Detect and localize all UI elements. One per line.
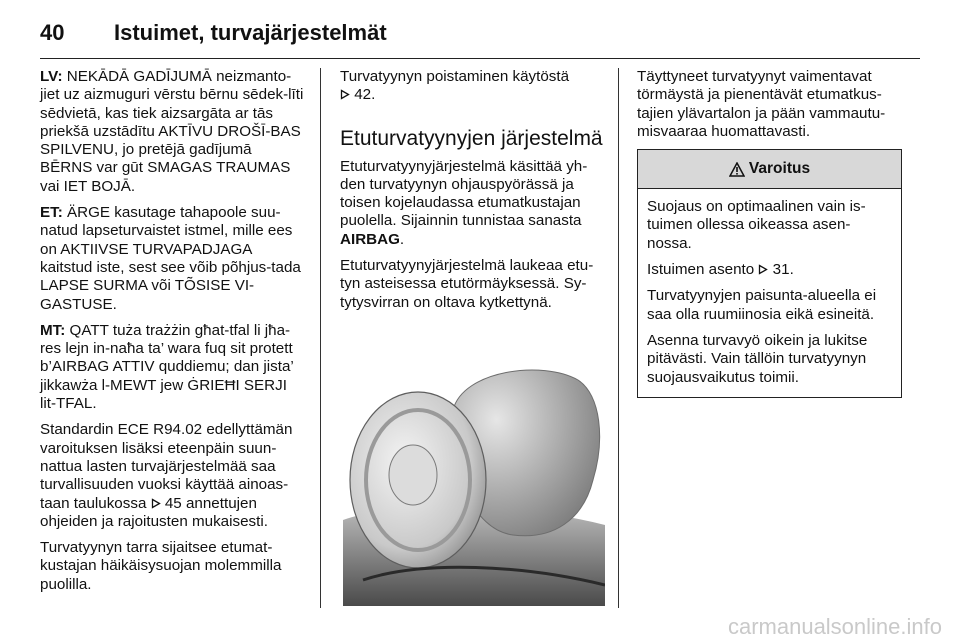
watermark: carmanualsonline.info <box>727 614 942 639</box>
paragraph-deactivation: Turvatyynyn poistaminen käytöstä 42. <box>340 68 570 104</box>
arrow-triangle-icon <box>340 89 350 100</box>
warning-box-header <box>638 150 901 189</box>
warning-box <box>637 149 902 398</box>
page-reference-link[interactable]: 31. <box>772 261 794 279</box>
lang-label-lv: LV: <box>40 68 63 85</box>
page-number: 40 <box>40 20 65 45</box>
arrow-triangle-icon <box>151 498 161 509</box>
warning-title: Varoitus <box>748 160 811 178</box>
header-rule <box>40 58 920 59</box>
paragraph-protection: Täyttyneet turvatyynyt vaimentavat törmäystä ja pienentävät etumatkus-tajien ylävartalon ja pään vammautu-misvaaraa huomattavasti. <box>637 68 886 140</box>
paragraph-label-location: Turvatyynyn tarra sijaitsee etumat-kustajan häikäisysuojan molemmilla puolilla. <box>40 539 282 593</box>
airbag-illustration <box>343 350 605 606</box>
page-reference-link[interactable]: 42. <box>354 86 376 104</box>
column-divider <box>320 68 321 608</box>
page-title: Istuimet, turvajärjestelmät <box>114 20 387 45</box>
lang-label-et: ET: <box>40 204 63 222</box>
warning-lv-text: NEKĀDĀ GADĪJUMĀ neizmanto-jiet uz aizmuguri vērstu bērnu sēdek-līti sēdvietā, kas tiek aizsargāta ar tās priekšā uzstādītu AKTĪVU DROŠĪ-BAS SPILVENU, jo pretējā gadījumā BĒRNS var gūt SMAGAS TRAUMAS vai IET BOJĀ. <box>40 68 304 195</box>
warning-triangle-icon <box>729 162 745 177</box>
arrow-triangle-icon <box>758 264 768 275</box>
page-header <box>0 0 960 60</box>
lang-label-mt: MT: <box>40 321 66 339</box>
paragraph-deployment: Etuturvatyynyjärjestelmä laukeaa etu-tyn asteisessa etutörmäyksessä. Sy-tytysvirran on oltava kytkettynä. <box>340 257 594 311</box>
warning-paragraph: Istuimen asento 31. <box>647 261 794 279</box>
column-divider <box>618 68 619 608</box>
paragraph-ece: Standardin ECE R94.02 edellyttämän varoituksen lisäksi eteenpäin suun-nattua lasten turvajärjestelmää saa turvallisuuden vuoksi käyttää ainoas-taan taulukossa 45 annettujen ohjeiden ja rajoitusten mukaisesti. <box>40 421 293 530</box>
warning-et <box>40 204 305 314</box>
warning-mt-text: QATT tuża trażżin għat-tfal li jħa-res lejn in-naħa ta’ wara fuq sit protett b’AIRBAG ATTIV quddiemu; dan jista’ jikkawża l-MEWT jew ĠRIEĦI SERJI lit-TFAL. <box>40 321 294 413</box>
warning-et-text: ÄRGE kasutage tahapoole suu-natud lapseturvaistet istmel, mille ees on AKTIIVSE TURVAPADJAGA kaitstud iste, sest see võib põhjus-tada LAPSE SURMA või TÕSISE VI-GASTUSE. <box>40 204 301 313</box>
warning-box-body <box>638 189 901 397</box>
column-middle <box>340 68 605 320</box>
warning-mt <box>40 322 305 413</box>
section-heading: Etuturvatyynyjen järjestelmä <box>340 126 603 150</box>
airbag-label: AIRBAG <box>340 230 400 248</box>
warning-paragraph: Turvatyynyjen paisunta-alueella ei saa olla ruumiinosia eikä esineitä. <box>647 287 877 323</box>
page-reference-link[interactable]: 45 <box>164 494 182 512</box>
warning-paragraph: Asenna turvavyö oikein ja lukitse pitävästi. Vain tällöin turvatyynyn suojausvaikutus toimii. <box>647 331 868 386</box>
paragraph-system-description: Etuturvatyynyjärjestelmä käsittää yh-den turvatyynyn ohjauspyörässä ja toisen kojelaudassa etumatkustajan puolella. Sijainnin tunnistaa sanasta AIRBAG. <box>340 157 588 248</box>
warning-paragraph: Suojaus on optimaalinen vain is-tuimen ollessa oikeassa asen-nossa. <box>647 198 866 252</box>
warning-lv <box>40 68 305 196</box>
column-left <box>40 68 305 602</box>
column-right <box>637 68 902 398</box>
